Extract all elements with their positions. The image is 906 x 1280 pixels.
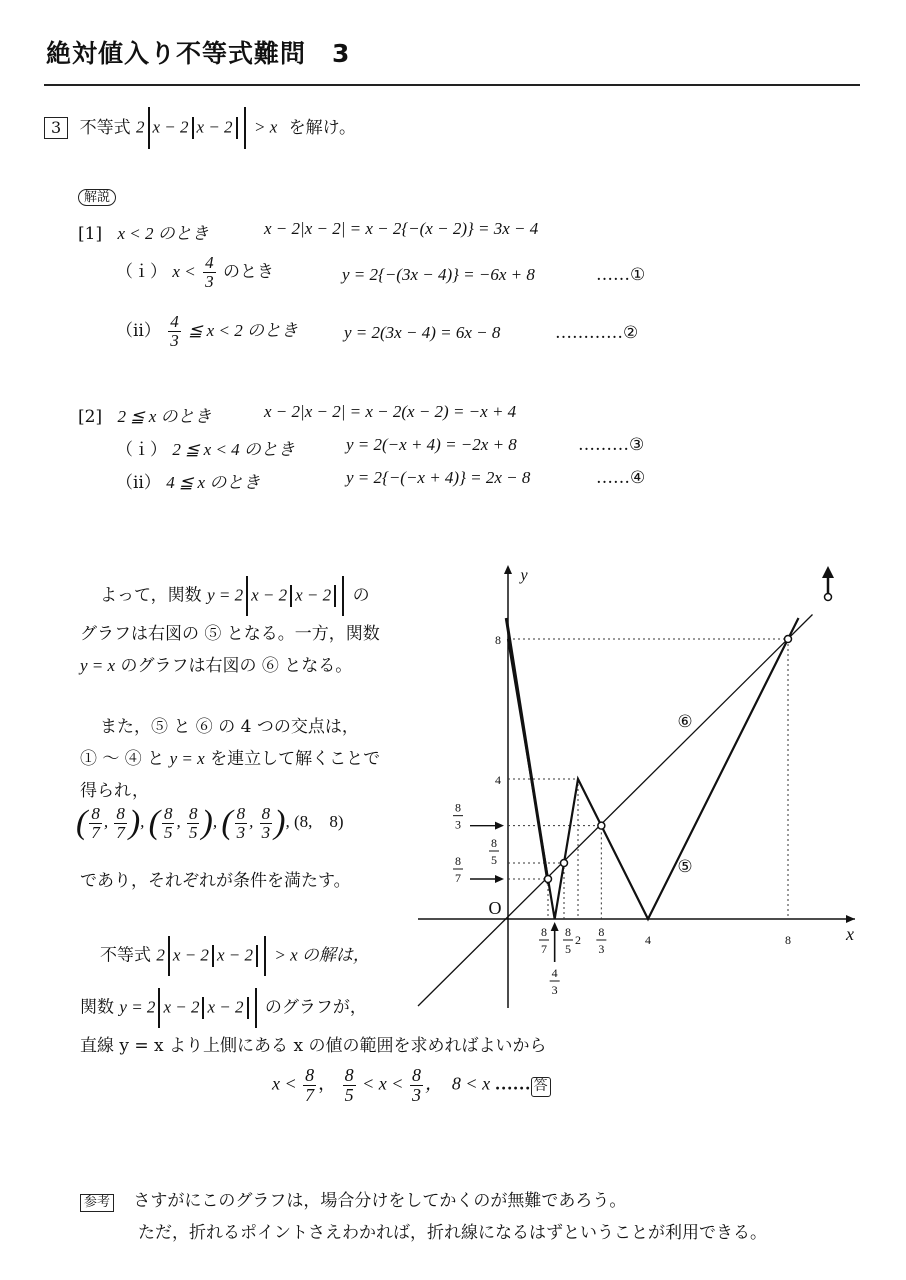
para1-inner-a: x − 2 (251, 585, 288, 605)
answer-f3d: 3 (411, 1084, 421, 1105)
case2-cond: 2 ≦ x のとき (117, 407, 212, 426)
para1-b: の (352, 585, 370, 606)
guide-intersection-2 (508, 826, 601, 919)
case2-ii-cond: 4 ≦ x のとき (166, 473, 261, 492)
graph5-top-point (825, 594, 832, 601)
answer-a1: x < (272, 1073, 297, 1094)
answer-f3n: 8 (411, 1065, 421, 1085)
case1-label: [1] (78, 224, 103, 244)
case1-ii-label: （ⅱ） (116, 320, 161, 341)
case2-label: [2] (78, 407, 103, 427)
para4: 直線 y = x より上側にある x の値の範囲を求めればよいから (80, 1036, 547, 1056)
y-axis-label: y (520, 567, 528, 584)
para2-yx: y = x (169, 749, 205, 768)
problem-gt: > x (253, 117, 278, 137)
x-frac-tick-2-den: 3 (598, 942, 605, 956)
case1-ii-frac-den: 3 (170, 330, 179, 350)
intersection-point-2 (598, 822, 605, 829)
pt3-xd: 3 (236, 822, 246, 842)
page-title: 絶対値入り不等式難問 3 (46, 39, 351, 68)
intersection-points: ( $\frac{8}{7}$ , $\frac{8}{7}$ ), ( $\frac{8}{5}$ , $\frac{8}{5}$ ), ( $\frac{8}{3}$ , $\frac{8}{3}$ ), (8, 8) (76, 803, 344, 842)
origin-label: O (488, 898, 502, 918)
case2-ii-expr: y = 2{−(−x + 4)} = 2x − 8 (346, 468, 531, 487)
para1-func: y = 2 (207, 585, 244, 605)
answer-f1n: 8 (305, 1065, 315, 1085)
problem-prefix: 不等式 (79, 117, 131, 138)
answer-sep1: ， (318, 1073, 337, 1094)
case1-i-expr: y = 2{−(3x − 4)} = −6x + 8 (342, 265, 535, 284)
para1-line3-text: のグラフは右図の ⑥ となる。 (120, 656, 353, 676)
problem-two: 2 (136, 117, 145, 137)
pt2-yd: 5 (188, 822, 198, 842)
y-axis-arrow (504, 565, 512, 574)
case1-expr: x − 2|x − 2| = x − 2{−(x − 2)} = 3x − 4 (264, 219, 539, 238)
series-graph6 (418, 615, 813, 1007)
y-frac-tick-2-num: 8 (455, 854, 461, 868)
case1-ii-frac-num: 4 (170, 312, 179, 331)
pt4: (8, 8) (293, 811, 344, 831)
y-frac-tick-2-den: 7 (455, 871, 461, 885)
note-text-1: さすがにこのグラフは，場合分けをしてかくのが無難であろう。 (133, 1191, 627, 1211)
graph5-top-arrow-head (822, 566, 834, 578)
x-frac-tick-2-num: 8 (598, 925, 605, 939)
case1-i-cond-left: x < (172, 261, 196, 281)
y-frac-tick-0-num: 8 (455, 800, 461, 815)
x-tick-four-thirds-den: 3 (551, 983, 558, 997)
case1-cond: x < 2 のとき (117, 224, 209, 243)
para3-inner-b: x − 2 (216, 945, 253, 965)
case2-i-ref: ………③ (578, 435, 645, 455)
para2-line3: 得られ， (80, 781, 150, 801)
intersection-point-0 (545, 876, 552, 883)
label-graph5: ⑤ (677, 857, 693, 876)
case2-i-cond: 2 ≦ x < 4 のとき (172, 440, 295, 459)
case1-ii-ref: …………② (555, 323, 639, 343)
intersection-point-1 (561, 860, 568, 867)
y-frac-tick-0-den: 3 (455, 817, 461, 832)
para1-line2: グラフは右図の ⑤ となる。一方，関数 (80, 624, 380, 644)
para3-line2-inner-a: x − 2 (163, 997, 200, 1017)
solution-label: 解説 (78, 189, 116, 206)
y-tick-4: 4 (495, 773, 501, 787)
y-frac-tick-1-den: 5 (491, 853, 497, 867)
problem-inner-a: x − 2 (152, 117, 189, 137)
note-label: 参考 (80, 1194, 114, 1212)
para3-b: > x の解は， (274, 945, 370, 965)
x-frac-tick-1-den: 5 (565, 942, 571, 956)
para2-b: を連立して解くことで (210, 749, 381, 769)
case1-ii-cond: ≦ x < 2 のとき (188, 320, 298, 340)
pt2-yn: 8 (188, 803, 198, 823)
para2-line5: であり，それぞれが条件を満たす。 (80, 871, 351, 891)
case2-i-expr: y = 2(−x + 4) = −2x + 8 (346, 435, 517, 454)
pt3-xn: 8 (236, 803, 246, 823)
y-frac-arrowhead-0 (495, 822, 504, 830)
answer-mark: 答 (531, 1077, 551, 1097)
x-tick-four-thirds-num: 4 (551, 966, 558, 980)
answer-mid: < x < (362, 1073, 404, 1094)
x-axis-arrow (846, 915, 855, 923)
case1-i-frac-num: 4 (205, 253, 214, 272)
para2-a: ① 〜 ④ と (80, 749, 165, 769)
pt1-yd: 7 (116, 822, 125, 842)
problem-suffix: を解け。 (288, 117, 356, 138)
problem-number: 3 (44, 117, 68, 139)
answer-dots: …… (494, 1073, 531, 1094)
note-line2: ただ，折れるポイントさえわかれば，折れ線になるはずということが利用できる。 (138, 1223, 767, 1243)
guide-intersection-0 (508, 879, 548, 919)
case1-i-frac-den: 3 (205, 271, 214, 291)
intersection-point-3 (785, 636, 792, 643)
answer-f2n: 8 (344, 1065, 354, 1085)
graph5-left-trace (506, 618, 548, 884)
y-tick-8: 8 (495, 633, 501, 647)
x-tick-2: 2 (575, 933, 581, 947)
pt1-xn: 8 (91, 803, 100, 823)
y-frac-tick-1-num: 8 (491, 836, 497, 850)
pt2-xn: 8 (163, 803, 173, 823)
x-axis-label: x (846, 924, 854, 944)
para3-line2-func: y = 2 (119, 997, 156, 1017)
para1-a: よって，関数 (100, 585, 202, 606)
case2-i-label: （ｉ） (116, 440, 167, 460)
para1-inner-b: x − 2 (295, 585, 332, 605)
pt3-yn: 8 (261, 803, 271, 823)
para3-a: 不等式 (100, 945, 151, 966)
x-tick-4: 4 (645, 933, 651, 947)
para1-yx: y = x (80, 656, 116, 675)
case2-ii-ref: ……④ (596, 468, 646, 488)
x-tick-four-thirds-arrowhead (551, 922, 559, 931)
x-frac-tick-0-den: 7 (541, 942, 547, 956)
pt3-yd: 3 (261, 822, 271, 842)
para3-line2-inner-b: x − 2 (207, 997, 244, 1017)
case1-i-ref: ……① (596, 265, 646, 285)
case1-ii-expr: y = 2(3x − 4) = 6x − 8 (344, 323, 501, 342)
problem-inner-b: x − 2 (196, 117, 233, 137)
case1-i-cond-right: のとき (223, 261, 274, 282)
x-frac-tick-1-num: 8 (565, 925, 571, 939)
para3-inner-a: x − 2 (172, 945, 209, 965)
pt1-xd: 7 (91, 822, 100, 842)
para2-line1: また，⑤ と ⑥ の 4 つの交点は， (100, 717, 359, 737)
pt1-yn: 8 (116, 803, 125, 823)
para3-two: 2 (156, 945, 165, 965)
case2-ii-label: （ⅱ） (116, 473, 161, 493)
answer-sep2: ， 8 < x (424, 1073, 491, 1094)
x-frac-tick-0-num: 8 (541, 925, 547, 939)
x-tick-8: 8 (785, 933, 791, 947)
para3-line2-b: のグラフが， (264, 997, 367, 1018)
label-graph6: ⑥ (677, 712, 693, 731)
answer-f2d: 5 (344, 1084, 354, 1105)
pt2-xd: 5 (163, 822, 173, 842)
case1-i-label: （ｉ） (116, 261, 167, 282)
para3-line2-a: 関数 (80, 997, 114, 1018)
answer-f1d: 7 (305, 1084, 315, 1105)
y-frac-arrowhead-2 (495, 875, 504, 883)
case2-expr: x − 2|x − 2| = x − 2(x − 2) = −x + 4 (264, 402, 517, 421)
